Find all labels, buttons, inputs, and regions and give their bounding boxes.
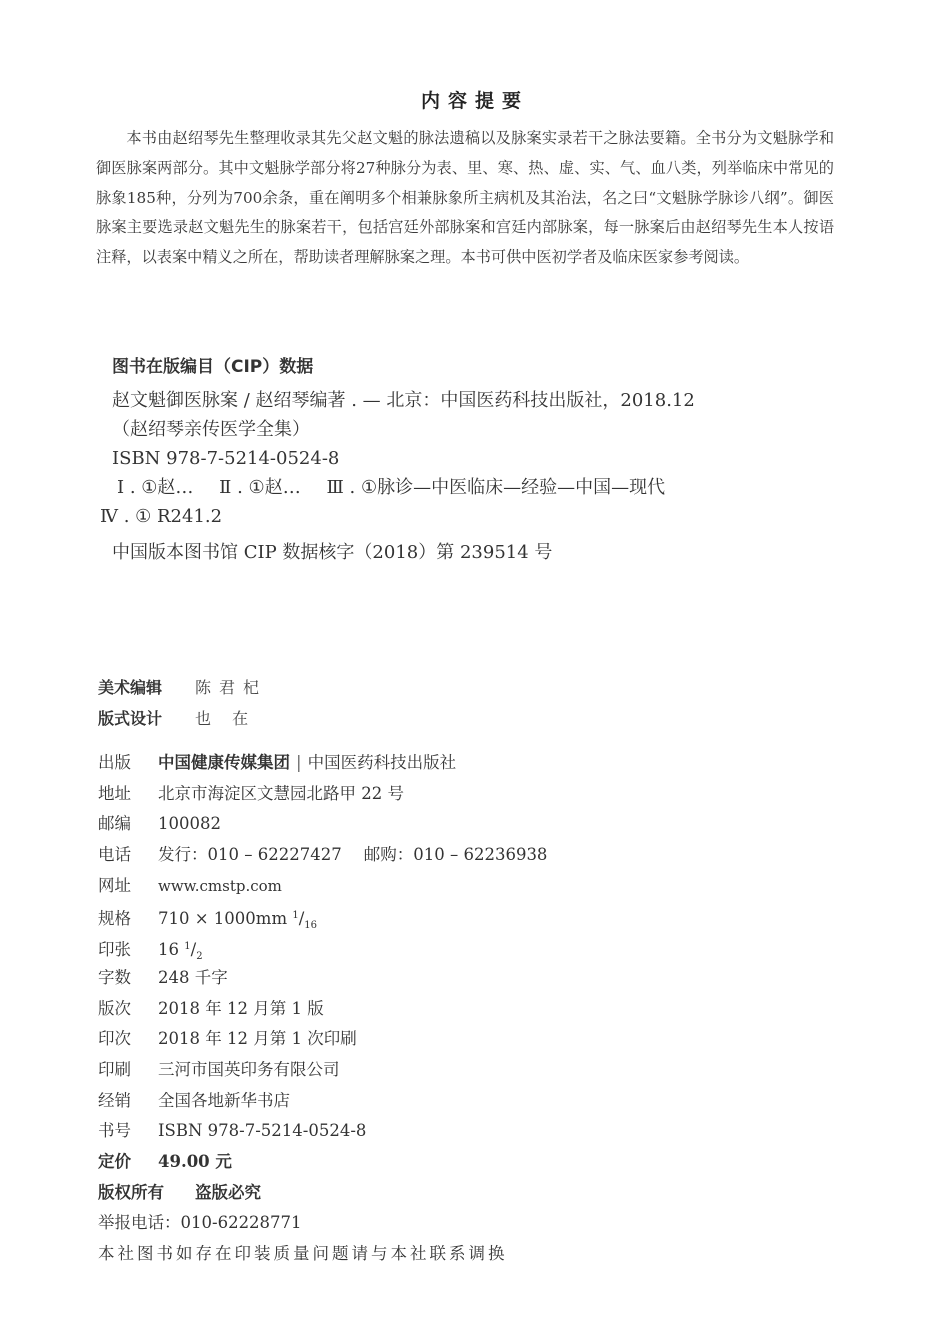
distributor-row [98, 1086, 798, 1117]
format-row: 规格 710 × 1000mm $^1/_{16}$ [98, 901, 798, 932]
publication-info [98, 748, 798, 1270]
website-row [98, 871, 798, 902]
sheets-row: 印张 16 $^1/_2$ [98, 932, 798, 963]
isbn-label: 书号 [98, 1121, 131, 1141]
address-value: 北京市海淀区文慧园北路甲 22 号 [158, 783, 404, 803]
distributor-value: 全国各地新华书店 [158, 1090, 290, 1110]
publisher-group: 中国健康传媒集团 [158, 753, 290, 772]
sheets-label: 印张 [98, 940, 131, 960]
publisher-separator: | [296, 753, 302, 772]
cip-subject-2: Ⅱ . ①赵… [219, 477, 301, 498]
edition-row [98, 994, 798, 1025]
anti-piracy-text: 盗版必究 [195, 1182, 261, 1202]
format-fraction-numerator: 1 [292, 910, 299, 922]
publisher-label: 出版 [98, 753, 131, 772]
layout-designer-row [98, 703, 267, 734]
abstract-title: 内容提要 [420, 90, 529, 112]
isbn-value: ISBN 978-7-5214-0524-8 [158, 1121, 367, 1141]
printer-row [98, 1055, 798, 1086]
cip-title-line: 赵文魁御医脉案 / 赵绍琴编著 . — 北京：中国医药科技出版社，2018.12 [112, 390, 695, 411]
printing-value: 2018 年 12 月第 1 次印刷 [158, 1029, 357, 1049]
sheets-fraction-denominator: 2 [196, 951, 203, 963]
words-value: 248 千字 [158, 967, 228, 987]
postcode-value: 100082 [158, 814, 221, 834]
cip-subject-1: Ⅰ . ①赵… [117, 477, 194, 498]
distributor-label: 经销 [98, 1090, 131, 1110]
layout-designer-label: 版式设计 [98, 709, 163, 728]
format-value: 710 × 1000mm [158, 909, 288, 929]
sheets-fraction-numerator: 1 [184, 941, 191, 953]
cip-record-line: 中国版本图书馆 CIP 数据核字（2018）第 239514 号 [112, 542, 553, 563]
cip-block [100, 352, 812, 567]
art-editor-value: 陈君杞 [195, 678, 268, 697]
price-value: 49.00 元 [158, 1151, 232, 1171]
cip-series-line: （赵绍琴亲传医学全集） [112, 419, 310, 440]
address-row [98, 779, 798, 810]
phone-mail: 邮购：010 – 62236938 [363, 845, 548, 865]
cip-subject-3: Ⅲ . ①脉诊—中医临床—经验—中国—现代 [326, 477, 666, 498]
publisher-name: 中国医药科技出版社 [307, 753, 457, 772]
address-label: 地址 [98, 783, 131, 803]
postcode-label: 邮编 [98, 814, 131, 834]
cip-isbn-line: ISBN 978-7-5214-0524-8 [112, 448, 340, 469]
sheets-value: 16 [158, 940, 179, 960]
website-value: www.cmstp.com [158, 876, 282, 895]
format-label: 规格 [98, 909, 131, 929]
format-fraction-denominator: 16 [304, 920, 318, 932]
words-row [98, 963, 798, 994]
isbn-row [98, 1116, 798, 1147]
copyright-text: 版权所有 [98, 1182, 164, 1202]
printing-label: 印次 [98, 1029, 131, 1049]
printer-value: 三河市国英印务有限公司 [158, 1059, 340, 1079]
layout-designer-value: 也 在 [195, 709, 257, 728]
publisher-row [98, 748, 798, 779]
price-row [98, 1147, 798, 1178]
cip-heading: 图书在版编目（CIP）数据 [112, 357, 314, 377]
phone-label: 电话 [98, 845, 131, 865]
edition-value: 2018 年 12 月第 1 版 [158, 998, 324, 1018]
printer-label: 印刷 [98, 1059, 131, 1079]
quality-notice: 本社图书如存在印装质量问题请与本社联系调换 [98, 1244, 508, 1263]
edition-label: 版次 [98, 998, 131, 1018]
art-editor-row [98, 672, 267, 703]
phone-row [98, 840, 798, 871]
website-label: 网址 [98, 875, 131, 895]
printing-row [98, 1024, 798, 1055]
copyright-row [98, 1178, 798, 1209]
phone-issue: 发行：010 – 62227427 [158, 845, 342, 865]
postcode-row [98, 809, 798, 840]
staff-block [98, 672, 267, 734]
cip-classification-line: Ⅳ . ① R241.2 [100, 506, 223, 527]
art-editor-label: 美术编辑 [98, 678, 163, 697]
cip-subject-line [112, 473, 812, 502]
report-phone-row: 举报电话：010-62228771 [98, 1213, 302, 1233]
words-label: 字数 [98, 967, 131, 987]
price-label: 定价 [98, 1151, 131, 1171]
abstract-text: 本书由赵绍琴先生整理收录其先父赵文魁的脉法遗稿以及脉案实录若干之脉法要籍。全书分为文魁脉学和御医脉案两部分。其中文魁脉学部分将27种脉分为表、里、寒、热、虚、实、气、血八类，列举临床中常见的脉象185种，分列为700余条，重在阐明多个相兼脉象所主病机及其治法，名之曰“文魁脉学脉诊八纲”。御医脉案主要选录赵文魁先生的脉案若干，包括宫廷外部脉案和宫廷内部脉案，每一脉案后由赵绍琴先生本人按语注释，以表案中精义之所在，帮助读者理解脉案之理。本书可供中医初学者及临床医家参考阅读。 [96, 129, 834, 267]
